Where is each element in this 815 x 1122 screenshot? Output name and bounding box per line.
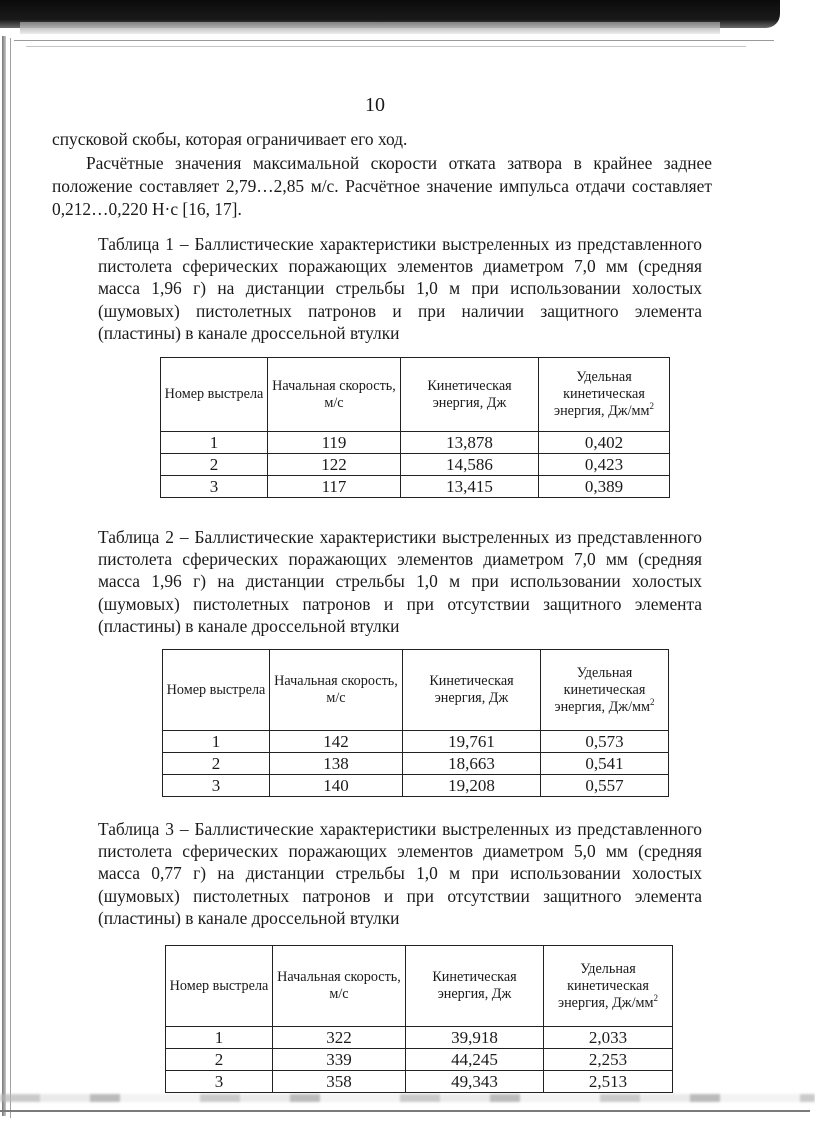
cell-velocity: 358 (273, 1071, 406, 1093)
scan-smudge-bottom (0, 1094, 815, 1102)
table-row (166, 1071, 673, 1093)
cell-energy: 13,415 (401, 476, 539, 498)
cell-velocity: 140 (270, 775, 403, 797)
cell-energy: 19,208 (403, 775, 541, 797)
cell-velocity: 142 (270, 731, 403, 753)
page-left-edge (10, 38, 11, 1118)
table-caption: Таблица 2 – Баллистические характеристики выстреленных из представленного пистолета сферических поражающих элементов диаметром 7,0 мм (средняя масса 1,96 г) на дистанции стрельбы 1,0 м при использовании холостых (шумовых) пистолетных патронов и при отсутствии защитного элемента (пластины) в канале дроссельной втулки (98, 527, 702, 636)
cell-energy: 13,878 (401, 432, 539, 454)
table-caption: Таблица 1 – Баллистические характеристики выстреленных из представленного пистолета сферических поражающих элементов диаметром 7,0 мм (средняя масса 1,96 г) на дистанции стрельбы 1,0 м при использовании холостых (шумовых) пистолетных патронов и при наличии защитного элемента (пластины) в канале дроссельной втулки (98, 234, 702, 343)
header-kinetic-energy: Кинетическая энергия, Дж (403, 650, 541, 731)
header-shot-number: Номер выстрела (163, 650, 270, 731)
cell-energy: 14,586 (401, 454, 539, 476)
cell-specific: 0,423 (539, 454, 670, 476)
table-row (166, 1049, 673, 1071)
header-specific-energy (539, 358, 670, 432)
cell-velocity: 122 (268, 454, 401, 476)
cell-velocity: 117 (268, 476, 401, 498)
cell-velocity: 322 (273, 1027, 406, 1049)
header-kinetic-energy: Кинетическая энергия, Дж (406, 946, 544, 1027)
superscript: 2 (649, 696, 655, 707)
cell-velocity: 339 (273, 1049, 406, 1071)
header-text: Удельная кинетическая энергия, Дж/мм (554, 369, 650, 419)
table-caption: Таблица 3 – Баллистические характеристики выстреленных из представленного пистолета сферических поражающих элементов диаметром 5,0 мм (средняя масса 0,77 г) на дистанции стрельбы 1,0 м при использовании холостых (шумовых) пистолетных патронов и при отсутствии защитного элемента (пластины) в канале дроссельной втулки (98, 819, 702, 928)
cell-specific: 2,033 (544, 1027, 673, 1049)
superscript: 2 (653, 992, 658, 1003)
table-header-row (161, 358, 670, 432)
page-bottom-edge (0, 1110, 810, 1112)
header-text: Удельная кинетическая энергия, Дж/мм (558, 960, 654, 1011)
cell-energy: 19,761 (403, 731, 541, 753)
header-shot-number: Номер выстрела (161, 358, 268, 432)
scan-shadow-fade (20, 22, 720, 34)
cell-shot: 3 (166, 1071, 273, 1093)
cell-energy: 49,343 (406, 1071, 544, 1093)
header-shot-number: Номер выстрела (166, 946, 273, 1027)
page-number: 10 (365, 94, 385, 116)
table-row (161, 454, 670, 476)
paragraph (52, 152, 712, 221)
cell-energy: 44,245 (406, 1049, 544, 1071)
page-edge (26, 46, 746, 47)
header-kinetic-energy: Кинетическая энергия, Дж (401, 358, 539, 432)
cell-specific: 0,573 (541, 731, 669, 753)
paragraph-text: Расчётные значения максимальной скорости отката затвора в крайнее заднее положение составляет 2,79…2,85 м/с. Расчётное значение импульса отдачи составляет 0,212…0,220 Н·с [16, 17]. (52, 153, 712, 219)
table-header-row (163, 650, 669, 731)
table-header-row (166, 946, 673, 1027)
page-edge (14, 40, 774, 41)
ballistics-table-3 (165, 945, 673, 1093)
cell-shot: 1 (161, 432, 268, 454)
cell-shot: 2 (163, 753, 270, 775)
cell-specific: 2,513 (544, 1071, 673, 1093)
cell-shot: 1 (163, 731, 270, 753)
cell-shot: 2 (166, 1049, 273, 1071)
table-row (161, 476, 670, 498)
cell-shot: 3 (163, 775, 270, 797)
paragraph: спусковой скобы, которая ограничивает его ход. (52, 129, 408, 149)
ballistics-table-2 (162, 649, 669, 797)
header-text: Удельная кинетическая энергия, Дж/мм (554, 664, 650, 715)
cell-shot: 3 (161, 476, 268, 498)
ballistics-table-1 (160, 357, 670, 498)
header-initial-velocity: Начальная скорость, м/с (273, 946, 406, 1027)
table-row (161, 432, 670, 454)
table-row (166, 1027, 673, 1049)
page-left-edge (2, 36, 6, 1116)
table-row (163, 753, 669, 775)
cell-shot: 2 (161, 454, 268, 476)
table-row (163, 731, 669, 753)
header-initial-velocity: Начальная скорость, м/с (270, 650, 403, 731)
cell-specific: 0,557 (541, 775, 669, 797)
header-specific-energy (544, 946, 673, 1027)
cell-velocity: 138 (270, 753, 403, 775)
header-specific-energy (541, 650, 669, 731)
cell-energy: 18,663 (403, 753, 541, 775)
cell-energy: 39,918 (406, 1027, 544, 1049)
cell-specific: 0,389 (539, 476, 670, 498)
cell-shot: 1 (166, 1027, 273, 1049)
cell-specific: 0,402 (539, 432, 670, 454)
cell-specific: 0,541 (541, 753, 669, 775)
table-row (163, 775, 669, 797)
cell-specific: 2,253 (544, 1049, 673, 1071)
header-initial-velocity: Начальная скорость, м/с (268, 358, 401, 432)
superscript: 2 (649, 401, 654, 411)
cell-velocity: 119 (268, 432, 401, 454)
